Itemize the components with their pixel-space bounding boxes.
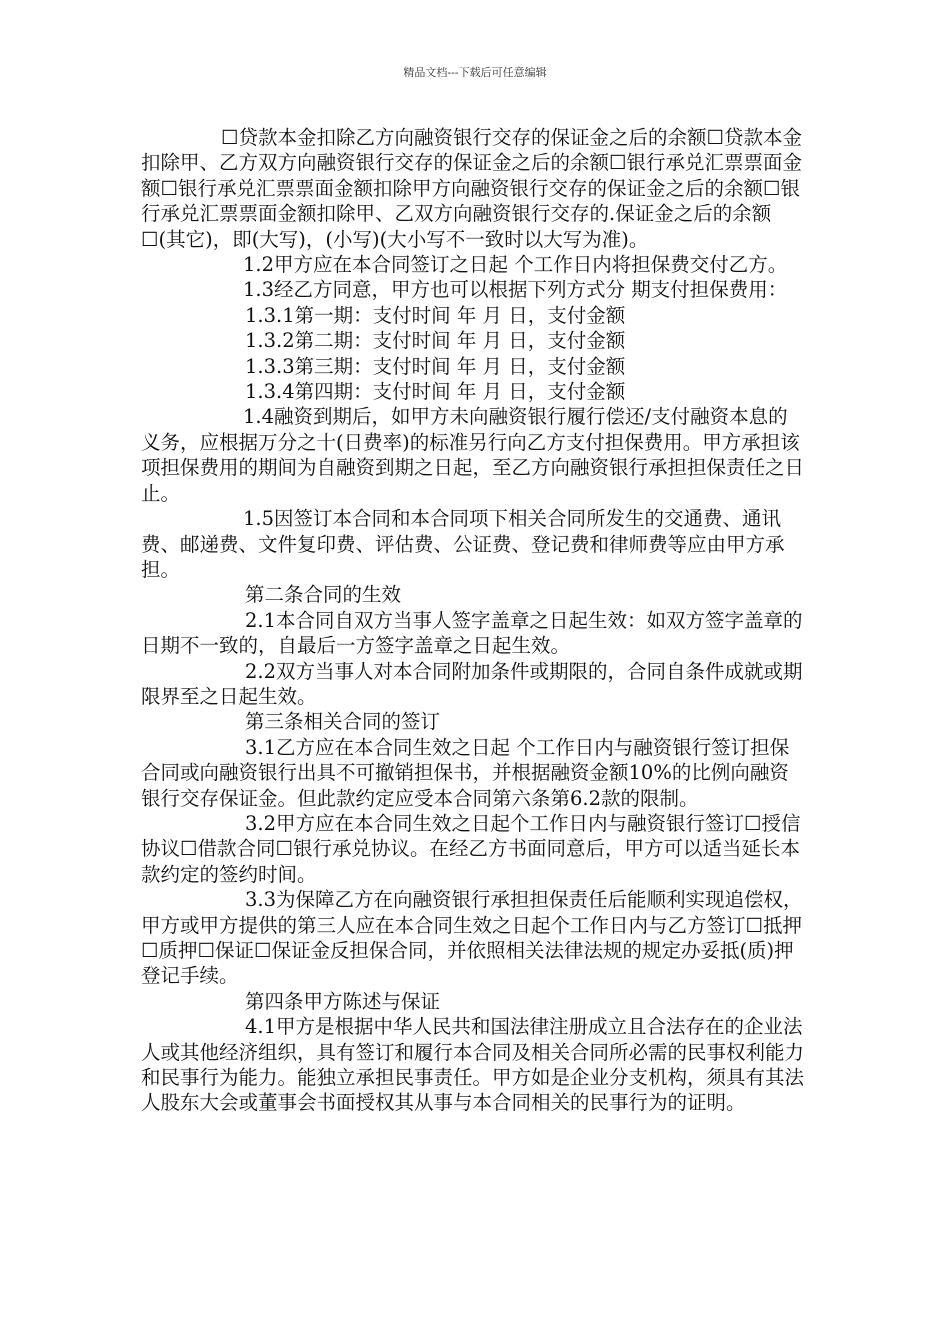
- page-header: 精品文档---下载后可任意编辑: [403, 66, 547, 79]
- section-heading-4: 第四条甲方陈述与保证: [245, 989, 441, 1013]
- paragraph-loan-basis: ☐贷款本金扣除乙方向融资银行交存的保证金之后的余额☐贷款本金扣除甲、乙方双方向融资银行交存的保证金之后的余额☐银行承兑汇票票面金额☐银行承兑汇票票面金额扣除甲方向融资银行交存的保证金之后的余额☐银行承兑汇票票面金额扣除甲、乙双方向融资银行交存的.保证金之后的余额☐(其它)，即(大写)，(小写)(大小写不一致时以大写为准)。: [141, 126, 802, 251]
- paragraph-1-2: 1.2甲方应在本合同签订之日起 个工作日内将担保费交付乙方。: [243, 253, 788, 277]
- paragraph-3-2: 3.2甲方应在本合同生效之日起个工作日内与融资银行签订☐授信协议☐借款合同☐银行承兑协议。在经乙方书面同意后，甲方可以适当延长本款约定的签约时间。: [141, 811, 801, 886]
- section-heading-3: 第三条相关合同的签订: [245, 710, 441, 734]
- paragraph-1-5: 1.5因签订本合同和本合同项下相关合同所发生的交通费、通讯费、邮递费、文件复印费、评估费、公证费、登记费和律师费等应由甲方承担。: [141, 507, 785, 581]
- paragraph-2-2: 2.2双方当事人对本合同附加条件或期限的，合同自条件成就或期限界至之日起生效。: [141, 659, 803, 708]
- installment-3: 1.3.3第三期：支付时间 年 月 日，支付金额: [245, 354, 626, 378]
- paragraph-4-1: 4.1甲方是根据中华人民共和国法律注册成立且合法存在的企业法人或其他经济组织，具有签订和履行本合同及相关合同所必需的民事权利能力和民事行为能力。能独立承担民事责任。甲方如是企业分支机构，须具有其法人股东大会或董事会书面授权其从事与本合同相关的民事行为的证明。: [141, 1015, 805, 1115]
- paragraph-3-3: 3.3为保障乙方在向融资银行承担担保责任后能顺利实现追偿权，甲方或甲方提供的第三人应在本合同生效之日起个工作日内与乙方签订☐抵押☐质押☐保证☐保证金反担保合同，并依照相关法律法规的规定办妥抵(质)押登记手续。: [141, 888, 803, 988]
- document-body: [141, 125, 806, 1116]
- paragraph-1-4: 1.4融资到期后，如甲方未向融资银行履行偿还/支付融资本息的义务，应根据万分之十(日费率)的标准另行向乙方支付担保费用。甲方承担该项担保费用的期间为自融资到期之日起，至乙方向融资银行承担担保责任之日止。: [141, 405, 805, 505]
- paragraph-3-1: 3.1乙方应在本合同生效之日起 个工作日内与融资银行签订担保合同或向融资银行出具不可撤销担保书，并根据融资金额10%的比例向融资银行交存保证金。但此款约定应受本合同第六条第6.2款的限制。: [141, 735, 790, 810]
- installment-1: 1.3.1第一期：支付时间 年 月 日，支付金额: [245, 303, 626, 327]
- section-heading-2: 第二条合同的生效: [245, 583, 402, 607]
- paragraph-2-1: 2.1本合同自双方当事人签字盖章之日起生效：如双方签字盖章的日期不一致的，自最后一方签字盖章之日起生效。: [141, 608, 803, 658]
- paragraph-1-3: 1.3经乙方同意，甲方也可以根据下列方式分 期支付担保费用：: [243, 278, 788, 302]
- installment-2: 1.3.2第二期：支付时间 年 月 日，支付金额: [245, 329, 626, 353]
- installment-4: 1.3.4第四期：支付时间 年 月 日，支付金额: [245, 380, 626, 404]
